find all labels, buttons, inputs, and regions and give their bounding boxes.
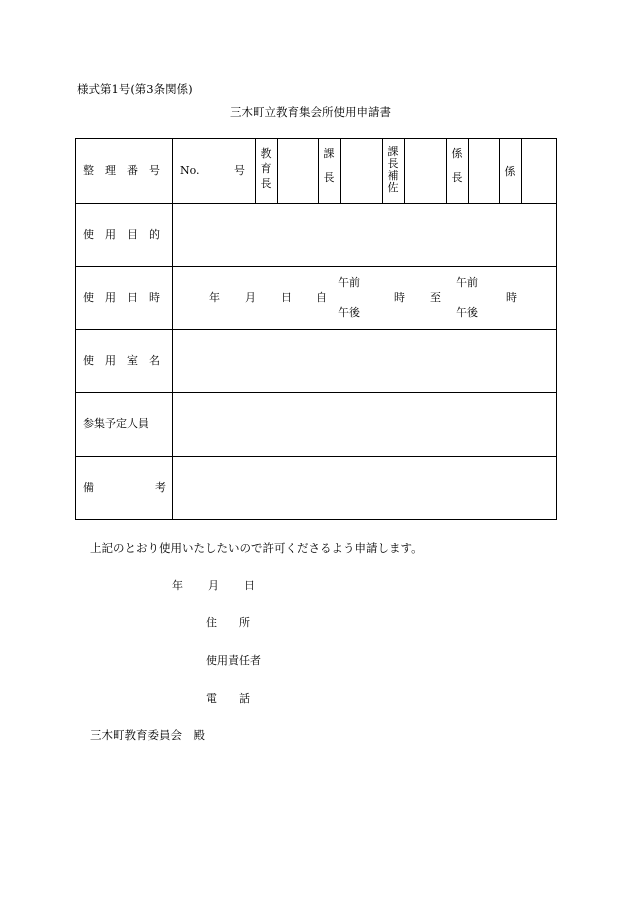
approval-deputy-chief: 課 長 補 佐 xyxy=(387,145,399,194)
address-label: 住 所 xyxy=(206,616,250,629)
dt-to-am: 午前 xyxy=(456,276,478,289)
approval-subsection-chief: 係 長 xyxy=(451,147,463,184)
approval-section-chief: 課 長 xyxy=(323,147,335,184)
dt-day: 日 xyxy=(281,291,292,304)
approval-staff: 係 xyxy=(504,165,516,178)
label-remarks-right: 考 xyxy=(155,481,166,494)
dt-to-pm: 午後 xyxy=(456,306,478,319)
dt-from-am: 午前 xyxy=(338,276,360,289)
user-label: 使用責任者 xyxy=(206,654,261,667)
dt-from-pm: 午後 xyxy=(338,306,360,319)
dt-to: 至 xyxy=(430,291,441,304)
dt-to-hour: 時 xyxy=(506,291,517,304)
request-sentence: 上記のとおり使用いたしたいので許可くださるよう申請します。 xyxy=(90,541,423,555)
addressee: 三木町教育委員会 殿 xyxy=(90,728,205,742)
ref-no-suffix: 号 xyxy=(234,164,245,177)
date-year: 年 xyxy=(172,579,183,592)
date-day: 日 xyxy=(244,579,255,592)
dt-year: 年 xyxy=(209,291,220,304)
document-title: 三木町立教育集会所使用申請書 xyxy=(230,105,391,119)
date-month: 月 xyxy=(208,579,219,592)
label-remarks-left: 備 xyxy=(83,481,94,494)
label-purpose: 使 用 目 的 xyxy=(83,228,160,241)
label-participants: 参集予定人員 xyxy=(83,417,149,430)
phone-label: 電 話 xyxy=(206,692,250,705)
label-room: 使 用 室 名 xyxy=(83,354,160,367)
dt-from-hour: 時 xyxy=(394,291,405,304)
dt-from: 自 xyxy=(316,291,327,304)
approval-superintendent: 教 育 長 xyxy=(260,147,272,190)
label-datetime: 使 用 日 時 xyxy=(83,291,160,304)
dt-month: 月 xyxy=(245,291,256,304)
form-number: 様式第1号(第3条関係) xyxy=(77,82,193,96)
label-reference-number: 整 理 番 号 xyxy=(83,164,160,177)
ref-no-prefix: No. xyxy=(180,164,200,177)
